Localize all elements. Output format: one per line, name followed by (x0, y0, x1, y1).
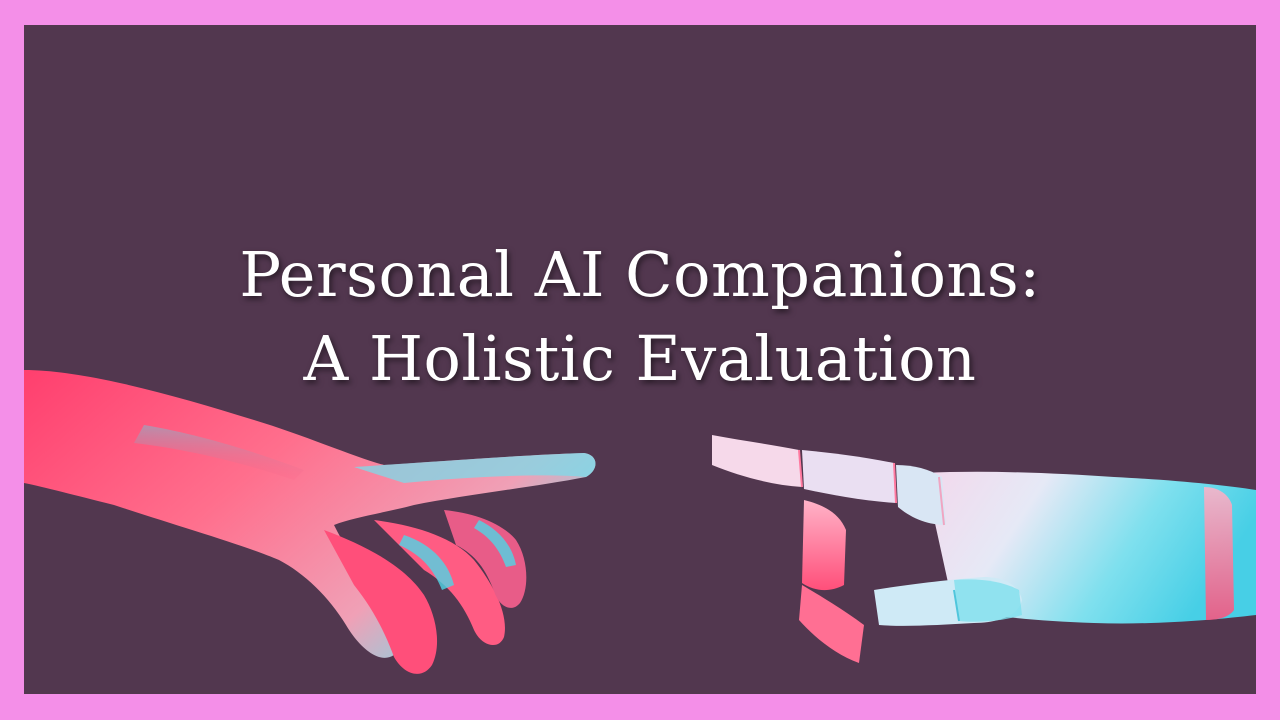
slide-title (24, 233, 1256, 401)
robot-hand-icon (712, 435, 1256, 663)
human-hand-icon (24, 370, 596, 674)
title-line-1: Personal AI Companions: (239, 238, 1041, 311)
slide-panel (24, 25, 1256, 694)
title-line-2: A Holistic Evaluation (303, 322, 977, 395)
